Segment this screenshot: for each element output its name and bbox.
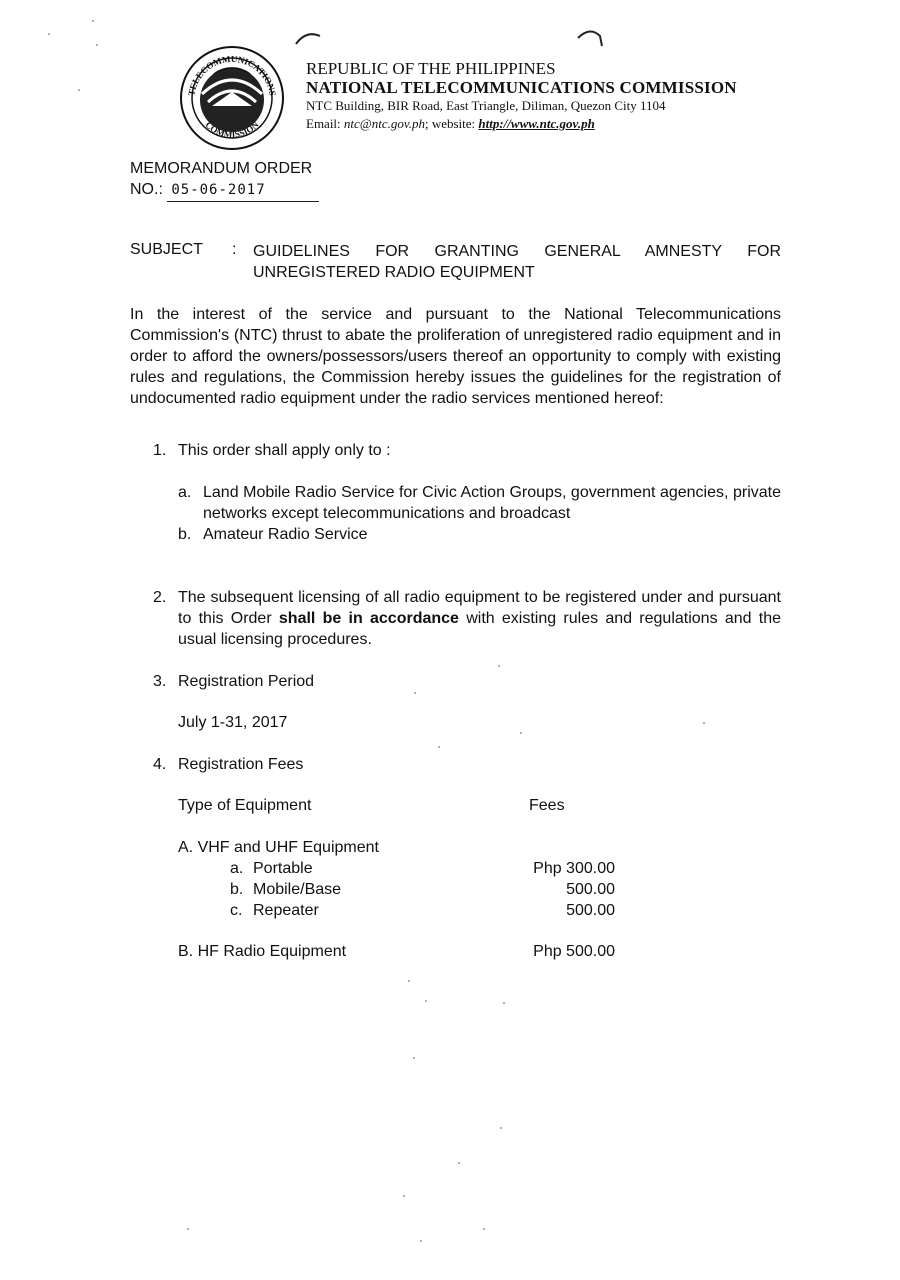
memorandum-number-value: 05-06-2017	[167, 180, 319, 202]
subject-text	[253, 241, 781, 283]
item-3-text: Registration Period	[178, 673, 315, 690]
scan-speck	[503, 1002, 505, 1004]
scan-speck	[414, 692, 416, 694]
fees-row-name: Repeater	[253, 902, 319, 919]
fees-col-type-header: Type of Equipment	[178, 797, 312, 814]
scan-speck	[413, 1057, 415, 1059]
item-2-text-end: with existing rules and regulations and the usual licensing procedures.	[178, 610, 782, 648]
item-4-number: 4.	[153, 756, 167, 773]
scan-speck	[458, 1162, 460, 1164]
scan-speck	[92, 20, 94, 22]
fees-row-value: 500.00	[566, 902, 615, 919]
header-agency: NATIONAL TELECOMMUNICATIONS COMMISSION	[306, 78, 737, 97]
fees-group-b-label: B. HF Radio Equipment	[178, 943, 347, 960]
scan-speck	[403, 1195, 405, 1197]
item-1-number: 1.	[153, 442, 167, 459]
fees-row-value: Php 300.00	[533, 860, 615, 877]
subject-colon: :	[232, 241, 237, 258]
item-2-text	[178, 587, 781, 650]
item-1b-letter: b.	[178, 526, 192, 543]
header-country: REPUBLIC OF THE PHILIPPINES	[306, 59, 556, 78]
seal-top-text: TELECOMMUNICATIONS	[186, 53, 278, 97]
scan-speck	[408, 980, 410, 982]
item-1-text: This order shall apply only to :	[178, 442, 391, 459]
memorandum-block	[130, 158, 319, 202]
scan-speck	[520, 732, 522, 734]
scan-speck	[483, 1228, 485, 1230]
ntc-seal-logo	[178, 44, 286, 152]
scan-mark-left	[294, 30, 324, 48]
scan-speck	[420, 1240, 422, 1242]
subject-line-2: UNREGISTERED RADIO EQUIPMENT	[253, 264, 535, 281]
scan-speck	[498, 665, 500, 667]
fees-row-letter: a.	[230, 860, 244, 877]
fees-group-a-label: A. VHF and UHF Equipment	[178, 839, 379, 856]
header-contact	[306, 116, 595, 132]
scan-speck	[703, 722, 705, 724]
scan-mark-right	[576, 28, 606, 50]
memorandum-number-label: NO.:	[130, 181, 163, 198]
intro-paragraph: In the interest of the service and pursuant to the National Telecommunications Commission's (NTC) thrust to abate the proliferation of unregistered radio equipment and in order to afford the owners/possessors/users thereof an opportunity to comply with existing rules and regulations, the Commission hereby issues the guidelines for the registration of undocumented radio equipment under the radio services mentioned hereof:	[130, 306, 781, 407]
scan-speck	[96, 44, 98, 46]
header-address: NTC Building, BIR Road, East Triangle, Diliman, Quezon City 1104	[306, 98, 666, 113]
fees-row-letter: b.	[230, 881, 244, 898]
memorandum-title: MEMORANDUM ORDER	[130, 160, 313, 177]
scan-speck	[500, 1127, 502, 1129]
item-2-text-bold: shall be in accordance	[278, 610, 459, 627]
website-label: ; website:	[424, 116, 479, 131]
scan-speck	[78, 89, 80, 91]
subject-line-1: GUIDELINES FOR GRANTING GENERAL AMNESTY FOR	[253, 243, 781, 260]
seal-bottom-text: COMMISSION	[203, 119, 261, 140]
memorandum-number-row	[130, 179, 319, 202]
fees-row-name: Mobile/Base	[253, 881, 342, 898]
email-address: ntc@ntc.gov.ph	[343, 116, 425, 131]
registration-period-dates: July 1-31, 2017	[178, 714, 288, 731]
item-1a-text: Land Mobile Radio Service for Civic Action Groups, government agencies, private networks except telecommunications and broadcast	[203, 484, 781, 522]
scan-speck	[425, 1000, 427, 1002]
item-1a-letter: a.	[178, 484, 192, 501]
fees-col-fees-header: Fees	[529, 797, 565, 814]
scan-speck	[187, 1228, 189, 1230]
item-2-number: 2.	[153, 589, 167, 606]
scan-speck	[438, 746, 440, 748]
item-2-text-start: The subsequent licensing of all radio equipment to be registered under and pursuant to this Order	[178, 589, 781, 627]
fees-group-b-value: Php 500.00	[533, 943, 615, 960]
fees-row-name: Portable	[253, 860, 313, 877]
email-label: Email:	[306, 116, 344, 131]
item-3-number: 3.	[153, 673, 167, 690]
item-1b-text: Amateur Radio Service	[203, 526, 368, 543]
scan-speck	[48, 33, 50, 35]
fees-row-letter: c.	[230, 902, 243, 919]
item-4-text: Registration Fees	[178, 756, 304, 773]
website-link[interactable]: http://www.ntc.gov.ph	[478, 116, 595, 131]
subject-label: SUBJECT	[130, 241, 203, 258]
fees-row-value: 500.00	[566, 881, 615, 898]
